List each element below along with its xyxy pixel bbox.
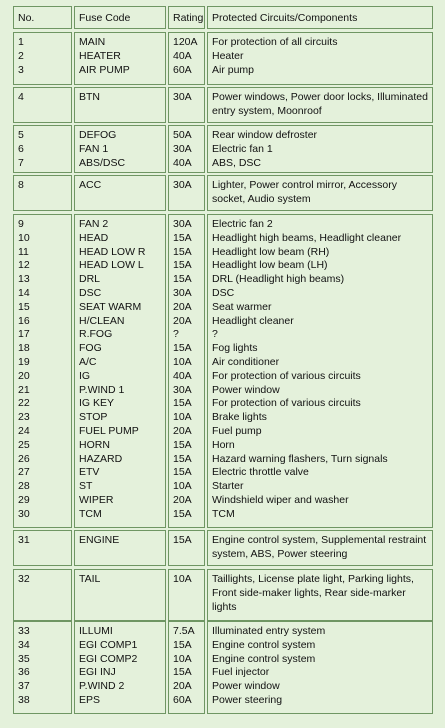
fuse-code: ILLUMI [79, 625, 113, 637]
fuse-no: 38 [18, 693, 30, 706]
fuse-rating: 15A [173, 466, 192, 479]
fuse-rating: 60A [173, 63, 192, 76]
fuse-no: 27 [18, 466, 30, 479]
fuse-no-column [13, 214, 72, 528]
fuse-description: DSC [212, 286, 235, 299]
fuse-code: H/CLEAN [79, 314, 125, 327]
fuse-description: DRL (Headlight high beams) [212, 273, 345, 286]
fuse-no: 13 [18, 273, 30, 286]
fuse-code: DRL [79, 273, 101, 286]
fuse-code: ETV [79, 466, 100, 479]
fuse-rating: 15A [173, 638, 192, 651]
fuse-rating: 120A [173, 36, 198, 48]
fuse-code-column [74, 87, 166, 123]
fuse-description: Power window [212, 680, 280, 693]
fuse-rating: 15A [173, 534, 192, 546]
fuse-description: For protection of all circuits [212, 36, 338, 48]
fuse-description-column [207, 87, 433, 123]
fuse-description: Lighter, Power control mirror, Accessory socket, Audio system [212, 179, 397, 205]
fuse-no: 34 [18, 638, 30, 651]
fuse-code: TCM [79, 507, 102, 520]
fuse-description: Air pump [212, 63, 255, 76]
fuse-code: HORN [79, 438, 110, 451]
fuse-rating: 10A [173, 573, 192, 585]
fuse-no: 26 [18, 452, 30, 465]
fuse-rating-column [168, 621, 205, 714]
fuse-no: 32 [18, 573, 30, 585]
fuse-description: Illuminated entry system [212, 625, 326, 637]
fuse-code-column [74, 32, 166, 85]
fuse-no: 20 [18, 369, 30, 382]
fuse-rating: 20A [173, 314, 192, 327]
fuse-code: R.FOG [79, 328, 113, 341]
fuse-code-column [74, 530, 166, 566]
fuse-description: Electric fan 2 [212, 218, 273, 230]
fuse-rating: 20A [173, 300, 192, 313]
fuse-no-column [13, 621, 72, 714]
fuse-description: Fuel injector [212, 666, 270, 679]
fuse-rating-column [168, 125, 205, 173]
fuse-no: 18 [18, 342, 30, 355]
fuse-rating: ? [173, 328, 179, 341]
fuse-description: Hazard warning flashers, Turn signals [212, 452, 388, 465]
fuse-no: 19 [18, 355, 30, 368]
fuse-code: HEAD LOW R [79, 245, 146, 258]
fuse-no: 9 [18, 218, 24, 230]
fuse-description: Starter [212, 480, 244, 493]
fuse-no-column [13, 125, 72, 173]
fuse-description-column [207, 175, 433, 211]
fuse-code: EGI COMP1 [79, 638, 138, 651]
fuse-description-column [207, 214, 433, 528]
fuse-rating: 40A [173, 369, 192, 382]
fuse-code: P.WIND 1 [79, 383, 125, 396]
fuse-rating-column [168, 175, 205, 211]
fuse-rating: 30A [173, 179, 192, 191]
fuse-rating: 15A [173, 342, 192, 355]
fuse-group [0, 32, 445, 85]
fuse-rating: 30A [173, 91, 192, 103]
fuse-rating: 30A [173, 286, 192, 299]
fuse-rating: 60A [173, 693, 192, 706]
fuse-description: Seat warmer [212, 300, 272, 313]
fuse-description: Taillights, License plate light, Parking lights, Front side-maker lights, Rear side-marker lights [212, 573, 414, 613]
fuse-description: Headlight cleaner [212, 314, 294, 327]
fuse-group [0, 87, 445, 123]
fuse-code: FOG [79, 342, 102, 355]
fuse-description: Electric throttle valve [212, 466, 309, 479]
fuse-no-column [13, 87, 72, 123]
fuse-description: Brake lights [212, 411, 267, 424]
fuse-no: 10 [18, 231, 30, 244]
fuse-code: FAN 1 [79, 142, 109, 155]
header-protected-circuits: Protected Circuits/Components [207, 6, 433, 29]
fuse-no: 5 [18, 129, 24, 141]
fuse-rating: 10A [173, 411, 192, 424]
fuse-description-column [207, 125, 433, 173]
fuse-description: TCM [212, 507, 235, 520]
fuse-code: EGI INJ [79, 666, 116, 679]
fuse-description-column [207, 569, 433, 621]
fuse-description-column [207, 530, 433, 566]
fuse-code: DSC [79, 286, 102, 299]
fuse-group [0, 125, 445, 173]
header-fuse-code: Fuse Code [74, 6, 166, 29]
fuse-no: 36 [18, 666, 30, 679]
fuse-code: IG [79, 369, 91, 382]
fuse-code: HAZARD [79, 452, 123, 465]
fuse-code: EPS [79, 693, 101, 706]
fuse-rating: 30A [173, 142, 192, 155]
fuse-description: Rear window defroster [212, 129, 318, 141]
fuse-group [0, 621, 445, 714]
fuse-rating: 40A [173, 156, 192, 169]
fuse-rating: 15A [173, 245, 192, 258]
fuse-code: A/C [79, 355, 97, 368]
fuse-no: 31 [18, 534, 30, 546]
fuse-rating-column [168, 569, 205, 621]
fuse-description: Engine control system, Supplemental restraint system, ABS, Power steering [212, 534, 427, 560]
fuse-rating: 15A [173, 273, 192, 286]
fuse-code-column [74, 175, 166, 211]
fuse-rating: 20A [173, 424, 192, 437]
fuse-no: 35 [18, 652, 30, 665]
fuse-no-column [13, 530, 72, 566]
fuse-description: Fog lights [212, 342, 258, 355]
fuse-rating: 15A [173, 438, 192, 451]
fuse-description-column [207, 621, 433, 714]
fuse-no: 23 [18, 411, 30, 424]
fuse-rating: 30A [173, 218, 192, 230]
fuse-code: TAIL [79, 573, 101, 585]
fuse-code: ABS/DSC [79, 156, 126, 169]
fuse-rating: 20A [173, 493, 192, 506]
fuse-code-column [74, 125, 166, 173]
fuse-no: 12 [18, 259, 30, 272]
fuse-code: EGI COMP2 [79, 652, 138, 665]
fuse-no-column [13, 32, 72, 85]
fuse-description: Engine control system [212, 652, 316, 665]
fuse-description: Power steering [212, 693, 283, 706]
fuse-no: 14 [18, 286, 30, 299]
fuse-no: 16 [18, 314, 30, 327]
fuse-rating: 15A [173, 231, 192, 244]
fuse-group [0, 530, 445, 566]
fuse-code: AIR PUMP [79, 63, 130, 76]
fuse-no: 2 [18, 49, 24, 62]
fuse-no: 21 [18, 383, 30, 396]
fuse-code: HEAD [79, 231, 109, 244]
fuse-description: Air conditioner [212, 355, 280, 368]
fuse-group [0, 569, 445, 621]
fuse-rating: 40A [173, 49, 192, 62]
fuse-description: Power windows, Power door locks, Illuminated entry system, Moonroof [212, 91, 428, 117]
fuse-rating: 50A [173, 129, 192, 141]
fuse-rating-column [168, 530, 205, 566]
fuse-rating: 10A [173, 652, 192, 665]
fuse-description: Headlight low beam (RH) [212, 245, 330, 258]
fuse-code: MAIN [79, 36, 106, 48]
fuse-description: Headlight high beams, Headlight cleaner [212, 231, 402, 244]
fuse-description: For protection of various circuits [212, 397, 361, 410]
fuse-no: 22 [18, 397, 30, 410]
header-no: No. [13, 6, 72, 29]
fuse-no: 3 [18, 63, 24, 76]
fuse-description: Horn [212, 438, 235, 451]
fuse-rating-column [168, 87, 205, 123]
fuse-no: 25 [18, 438, 30, 451]
fuse-group [0, 214, 445, 528]
fuse-no: 4 [18, 91, 24, 103]
fuse-code-column [74, 569, 166, 621]
fuse-rating: 30A [173, 383, 192, 396]
fuse-no: 17 [18, 328, 30, 341]
header-rating: Rating [168, 6, 205, 29]
fuse-no: 37 [18, 680, 30, 693]
fuse-no: 33 [18, 625, 30, 637]
fuse-no: 6 [18, 142, 24, 155]
fuse-description: Power window [212, 383, 280, 396]
fuse-code: ACC [79, 179, 102, 191]
fuse-rating: 15A [173, 507, 192, 520]
fuse-rating: 20A [173, 680, 192, 693]
fuse-no: 1 [18, 36, 24, 48]
fuse-rating-column [168, 32, 205, 85]
fuse-rating-column [168, 214, 205, 528]
fuse-no: 11 [18, 245, 29, 258]
fuse-rating: 15A [173, 397, 192, 410]
fuse-description: Heater [212, 49, 244, 62]
fuse-code: BTN [79, 91, 100, 103]
fuse-rating: 15A [173, 259, 192, 272]
fuse-no: 15 [18, 300, 30, 313]
fuse-no: 24 [18, 424, 30, 437]
fuse-code-column [74, 214, 166, 528]
fuse-code: ENGINE [79, 534, 120, 546]
fuse-description: For protection of various circuits [212, 369, 361, 382]
fuse-no: 28 [18, 480, 30, 493]
fuse-description-column [207, 32, 433, 85]
fuse-description: Windshield wiper and washer [212, 493, 349, 506]
fuse-code: HEATER [79, 49, 121, 62]
fuse-rating: 15A [173, 452, 192, 465]
fuse-description: Fuel pump [212, 424, 262, 437]
fuse-code: STOP [79, 411, 108, 424]
fuse-description: Headlight low beam (LH) [212, 259, 328, 272]
fuse-code: FUEL PUMP [79, 424, 139, 437]
fuse-no: 7 [18, 156, 24, 169]
fuse-code: FAN 2 [79, 218, 109, 230]
fuse-code: WIPER [79, 493, 114, 506]
fuse-group [0, 175, 445, 211]
fuse-code: DEFOG [79, 129, 117, 141]
fuse-description: Engine control system [212, 638, 316, 651]
fuse-rating: 10A [173, 355, 192, 368]
fuse-description: Electric fan 1 [212, 142, 273, 155]
fuse-code: ST [79, 480, 93, 493]
fuse-no: 8 [18, 179, 24, 191]
fuse-code: P.WIND 2 [79, 680, 125, 693]
fuse-rating: 7.5A [173, 625, 195, 637]
fuse-no: 30 [18, 507, 30, 520]
fuse-rating: 15A [173, 666, 192, 679]
fuse-code: IG KEY [79, 397, 115, 410]
fuse-code: HEAD LOW L [79, 259, 144, 272]
fuse-code: SEAT WARM [79, 300, 142, 313]
fuse-description: ? [212, 328, 218, 341]
fuse-no: 29 [18, 493, 30, 506]
fuse-description: ABS, DSC [212, 156, 262, 169]
fuse-rating: 10A [173, 480, 192, 493]
table-header [0, 6, 445, 29]
fuse-no-column [13, 175, 72, 211]
fuse-no-column [13, 569, 72, 621]
fuse-code-column [74, 621, 166, 714]
